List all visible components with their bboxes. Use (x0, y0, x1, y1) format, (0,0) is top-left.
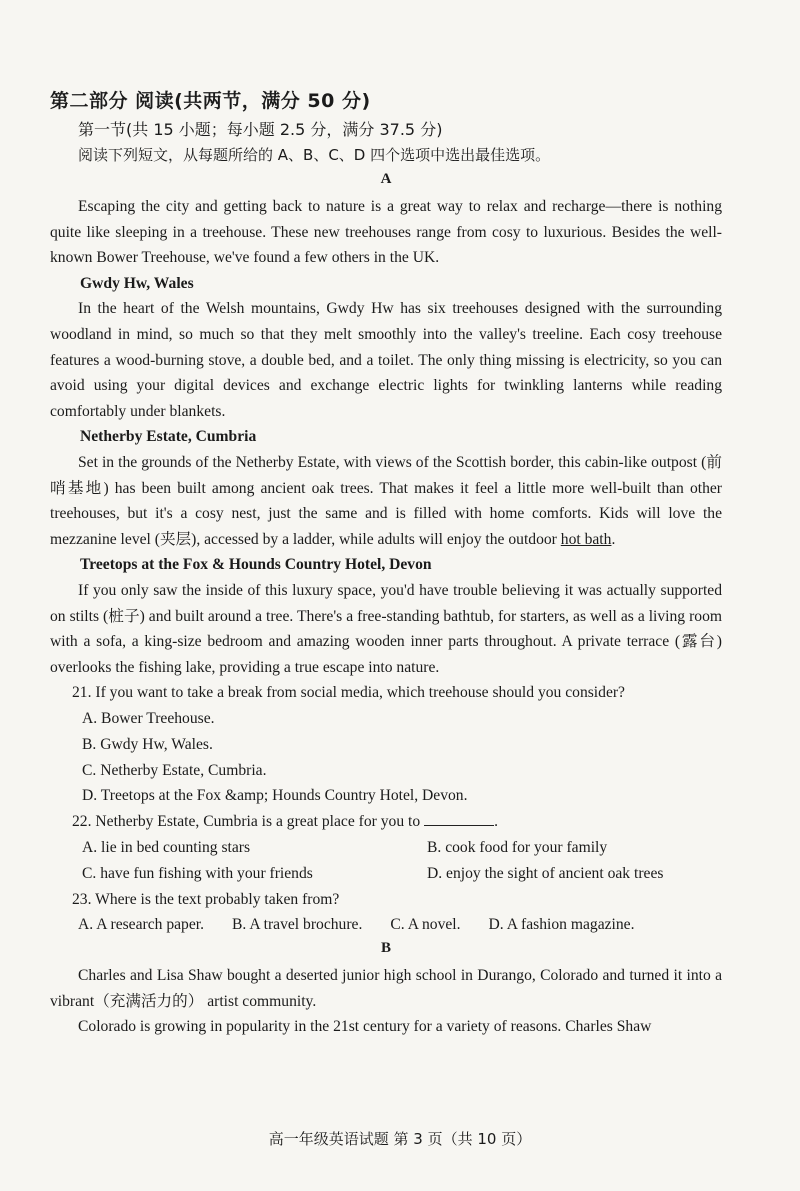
instructions: 阅读下列短文，从每题所给的 A、B、C、D 四个选项中选出最佳选项。 (78, 146, 551, 164)
question-22-stem: 22. Netherby Estate, Cumbria is a great place for you to (72, 813, 421, 831)
heading-treetops: Treetops at the Fox & Hounds Country Hotel, Devon (80, 556, 432, 574)
netherby-text: Set in the grounds of the Netherby Estate, with views of the Scottish border, this cabin-like outpost (前哨基地) has been built among ancient oak trees. That makes it feel a little more well-built than other treehouses, but it's a cosy nest, just the same and is filled with home comforts. Kids will love the mezzanine level (夹层), accessed by a ladder, while adults will enjoy the outdoor (50, 453, 722, 548)
heading-gwdy-hw: Gwdy Hw, Wales (80, 274, 194, 292)
question-21-option-d[interactable]: D. Treetops at the Fox &amp; Hounds Country Hotel, Devon. (82, 787, 468, 805)
passage-a-label: A (380, 171, 392, 187)
heading-netherby: Netherby Estate, Cumbria (80, 428, 257, 446)
answer-blank (424, 811, 494, 826)
question-22-option-d[interactable]: D. enjoy the sight of ancient oak trees (427, 864, 664, 882)
question-22-stem-end: . (494, 813, 498, 831)
question-22-options-row-2 (50, 861, 722, 887)
question-23-option-c[interactable]: C. A novel. (390, 916, 461, 934)
question-23-option-b[interactable]: B. A travel brochure. (232, 916, 363, 934)
question-21-option-c[interactable]: C. Netherby Estate, Cumbria. (82, 761, 267, 779)
paragraph-treetops: If you only saw the inside of this luxury space, you'd have trouble believing it was actually supported on stilts (桩子) and built around a tree. There's a free-standing bathtub, for starters, as well as a living room with a sofa, a king-size bedroom and amazing wooden inner parts throughout. A private terrace (露台) overlooks the fishing lake, providing a true escape into nature. (50, 581, 722, 676)
question-23-option-a[interactable]: A. A research paper. (78, 916, 204, 934)
question-22-option-b[interactable]: B. cook food for your family (427, 839, 608, 857)
question-22 (50, 809, 722, 835)
question-22-option-c[interactable]: C. have fun fishing with your friends (82, 864, 313, 882)
question-23-options (50, 912, 722, 938)
passage-b-paragraph-2: Colorado is growing in popularity in the 21st century for a variety of reasons. Charles Shaw (78, 1018, 652, 1036)
question-22-option-a[interactable]: A. lie in bed counting stars (82, 839, 251, 857)
question-23: 23. Where is the text probably taken from? (72, 890, 340, 908)
page-footer: 高一年级英语试题 第 3 页（共 10 页） (268, 1130, 532, 1148)
question-21-option-b[interactable]: B. Gwdy Hw, Wales. (82, 735, 213, 753)
question-21-option-a[interactable]: A. Bower Treehouse. (82, 710, 215, 728)
passage-b-paragraph-1: Charles and Lisa Shaw bought a deserted junior high school in Durango, Colorado and turned it into a vibrant（充满活力的） artist community. (50, 967, 722, 1010)
question-22-options-row-1 (50, 835, 722, 861)
paragraph-netherby (50, 450, 722, 552)
question-23-option-d[interactable]: D. A fashion magazine. (488, 916, 635, 934)
passage-a-intro: Escaping the city and getting back to nature is a great way to relax and recharge—there is nothing quite like sleeping in a treehouse. These new treehouses range from cosy to luxurious. Besides the well-known Bower Treehouse, we've found a few others in the UK. (50, 198, 722, 267)
part-title: 第二部分 阅读(共两节，满分 50 分) (50, 90, 371, 112)
underlined-phrase: hot bath (560, 530, 612, 548)
paragraph-gwdy-hw: In the heart of the Welsh mountains, Gwdy Hw has six treehouses designed with the surrounding woodland in mind, so much so that they melt smoothly into the valley's treeline. Each cosy treehouse features a wood-burning stove, a double bed, and a toilet. The only thing missing is electricity, so you can avoid using your digital devices and exchange electric lights for twinkling lanterns while reading comfortably under blankets. (50, 300, 722, 420)
question-21: 21. If you want to take a break from social media, which treehouse should you consider? (72, 684, 625, 702)
netherby-text-end: . (611, 530, 616, 548)
passage-b-label: B (380, 940, 391, 957)
section-info: 第一节(共 15 小题；每小题 2.5 分，满分 37.5 分) (78, 120, 443, 139)
